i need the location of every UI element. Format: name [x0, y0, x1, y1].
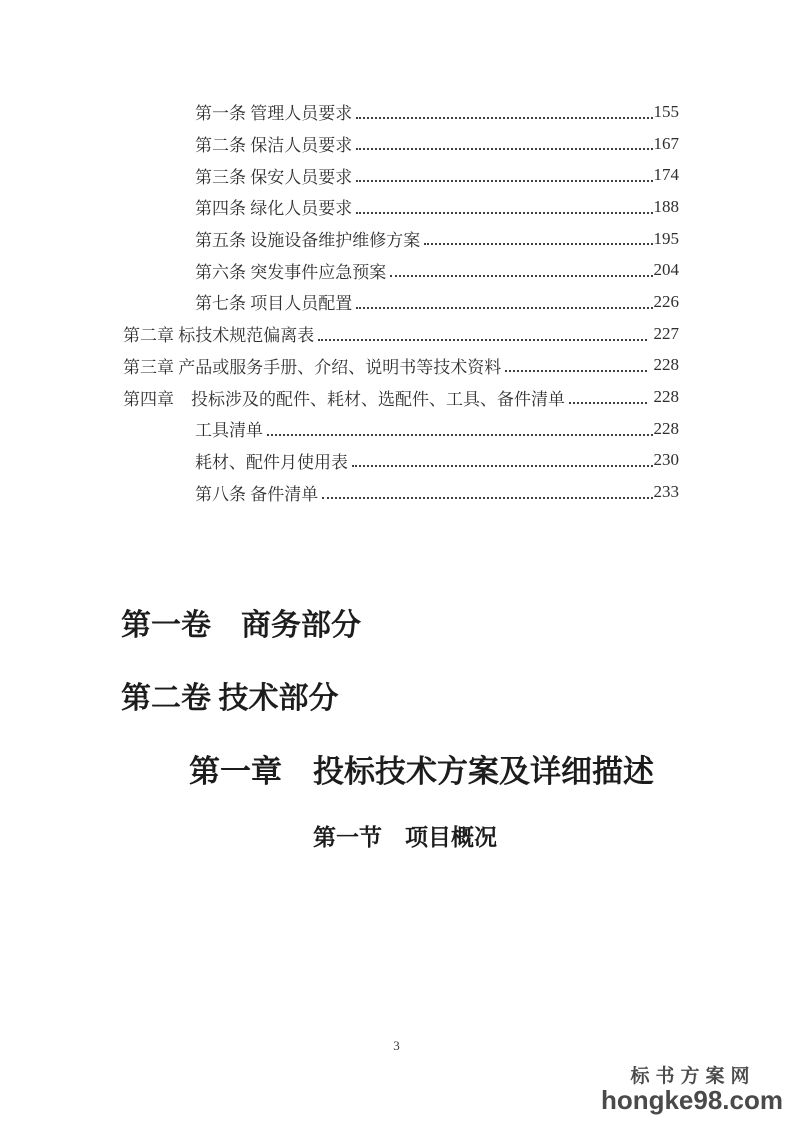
toc-entry-label: 第二章 标技术规范偏离表 — [123, 326, 315, 346]
heading-volume-1: 第一卷 商务部分 — [121, 609, 361, 642]
dot-leader — [356, 307, 652, 309]
toc-entry-page: 233 — [653, 482, 679, 502]
dot-leader — [356, 148, 652, 150]
toc-entry-page: 228 — [653, 418, 679, 438]
toc-entry[interactable] — [123, 191, 679, 223]
heading-volume-2: 第二卷 技术部分 — [121, 682, 339, 715]
dot-leader — [352, 465, 653, 467]
toc-entry[interactable] — [123, 318, 679, 350]
toc-entry[interactable] — [123, 381, 679, 413]
toc-entry-page: 188 — [653, 196, 679, 216]
toc-entry-label: 第四章 投标涉及的配件、耗材、选配件、工具、备件清单 — [123, 389, 565, 409]
toc-entry-page: 228 — [653, 387, 679, 407]
toc-entry-label: 第一条 管理人员要求 — [195, 104, 353, 124]
toc-entry[interactable] — [123, 350, 679, 382]
dot-leader — [569, 402, 647, 404]
watermark — [601, 1067, 783, 1114]
toc-entry-label: 第五条 设施设备维护维修方案 — [195, 231, 421, 251]
toc-entry[interactable] — [123, 476, 679, 508]
toc-entry-page: 226 — [653, 291, 679, 311]
toc-entry[interactable] — [123, 223, 679, 255]
toc-entry[interactable] — [123, 445, 679, 477]
toc-entry-label: 第二条 保洁人员要求 — [195, 136, 353, 156]
toc-entry-label: 第八条 备件清单 — [195, 484, 319, 504]
dot-leader — [356, 117, 652, 119]
dot-leader — [356, 212, 652, 214]
dot-leader — [424, 243, 652, 245]
dot-leader — [390, 275, 652, 277]
watermark-site-name: 标书方案网 — [630, 1065, 756, 1087]
toc-entry-label: 第六条 突发事件应急预案 — [195, 262, 387, 282]
toc-entry-page: 167 — [653, 133, 679, 153]
heading-chapter-1: 第一章 投标技术方案及详细描述 — [189, 754, 654, 789]
dot-leader — [356, 180, 652, 182]
toc-entry-label: 第三条 保安人员要求 — [195, 167, 353, 187]
toc-entry[interactable] — [123, 286, 679, 318]
toc-entry-page: 230 — [653, 450, 679, 470]
dot-leader — [267, 434, 653, 436]
toc-entry[interactable] — [123, 159, 679, 191]
toc-entry[interactable] — [123, 96, 679, 128]
dot-leader — [322, 497, 652, 499]
toc-entry-page: 204 — [653, 260, 679, 280]
toc-entry-label: 工具清单 — [195, 421, 263, 441]
dot-leader — [505, 370, 646, 372]
toc-entry-page: 227 — [653, 323, 679, 343]
dot-leader — [318, 339, 646, 341]
toc-entry[interactable] — [123, 413, 679, 445]
page-number: 3 — [393, 1038, 400, 1053]
watermark-site-url: hongke98.com — [600, 1084, 783, 1115]
table-of-contents — [123, 96, 679, 508]
toc-entry[interactable] — [123, 254, 679, 286]
toc-entry-page: 174 — [653, 165, 679, 185]
toc-entry-label: 第三章 产品或服务手册、介绍、说明书等技术资料 — [123, 357, 502, 377]
toc-entry-page: 195 — [653, 228, 679, 248]
toc-entry-label: 第七条 项目人员配置 — [195, 294, 353, 314]
heading-section-1: 第一节 项目概况 — [313, 825, 497, 850]
toc-entry-page: 228 — [653, 355, 679, 375]
toc-entry-label: 耗材、配件月使用表 — [195, 452, 348, 472]
toc-entry-label: 第四条 绿化人员要求 — [195, 199, 353, 219]
toc-entry-page: 155 — [653, 101, 679, 121]
toc-entry[interactable] — [123, 128, 679, 160]
